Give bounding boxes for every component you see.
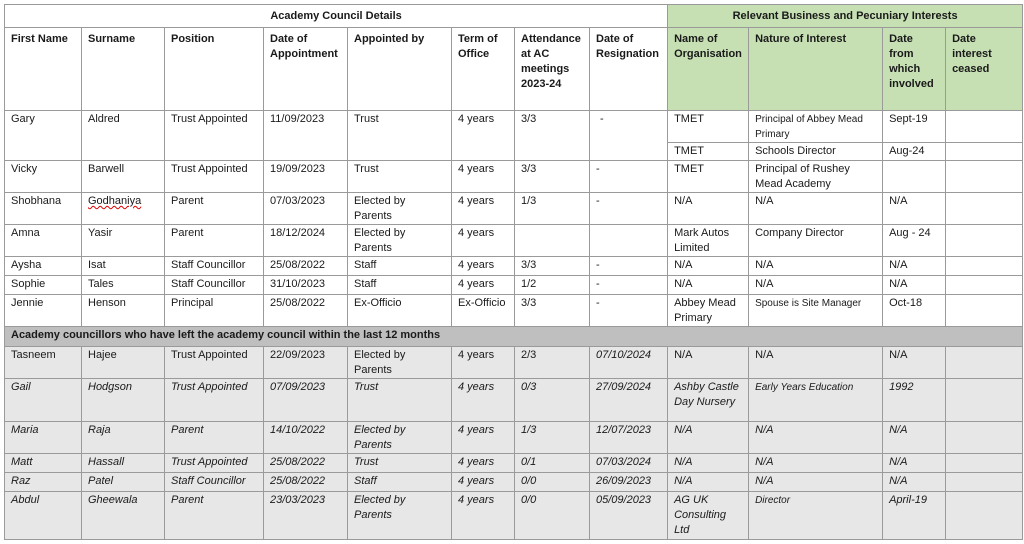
cell-date-from xyxy=(883,161,946,193)
cell-date-appointment: 22/09/2023 xyxy=(264,347,348,379)
cell-nature: N/A xyxy=(749,257,883,276)
cell-date-appointment: 14/10/2022 xyxy=(264,422,348,454)
cell-date-from: N/A xyxy=(883,473,946,492)
cell-surname: Barwell xyxy=(82,161,165,193)
cell-date-from: N/A xyxy=(883,276,946,295)
cell-date-from: Sept-19 xyxy=(883,111,946,143)
cell-term: 4 years xyxy=(452,492,515,540)
cell-term: Ex-Officio xyxy=(452,295,515,327)
cell-first-name: Gail xyxy=(5,379,82,422)
cell-term: 4 years xyxy=(452,161,515,193)
table-row xyxy=(5,422,1023,454)
cell-attendance xyxy=(515,225,590,257)
cell-first-name: Shobhana xyxy=(5,193,82,225)
cell-organisation: AG UK Consulting Ltd xyxy=(668,492,749,540)
cell-organisation: N/A xyxy=(668,473,749,492)
group-header-interests: Relevant Business and Pecuniary Interests xyxy=(668,5,1023,28)
cell-term: 4 years xyxy=(452,347,515,379)
cell-surname: Hassall xyxy=(82,454,165,473)
cell-first-name: Vicky xyxy=(5,161,82,193)
col-header-first-name: First Name xyxy=(5,28,82,111)
table-row xyxy=(5,161,1023,193)
cell-nature: Company Director xyxy=(749,225,883,257)
cell-term: 4 years xyxy=(452,225,515,257)
table-row xyxy=(5,111,1023,143)
cell-resignation: 26/09/2023 xyxy=(590,473,668,492)
cell-date-ceased xyxy=(946,143,1023,161)
table-row xyxy=(5,225,1023,257)
cell-date-from: N/A xyxy=(883,422,946,454)
cell-date-ceased xyxy=(946,276,1023,295)
cell-position: Staff Councillor xyxy=(165,276,264,295)
cell-nature: Early Years Education xyxy=(749,379,883,422)
cell-term: 4 years xyxy=(452,473,515,492)
cell-position: Parent xyxy=(165,492,264,540)
cell-organisation: N/A xyxy=(668,193,749,225)
cell-resignation: - xyxy=(590,111,668,161)
cell-first-name: Raz xyxy=(5,473,82,492)
council-table xyxy=(4,4,1023,540)
cell-resignation: 07/10/2024 xyxy=(590,347,668,379)
cell-first-name: Abdul xyxy=(5,492,82,540)
cell-attendance: 3/3 xyxy=(515,257,590,276)
cell-organisation: Abbey Mead Primary xyxy=(668,295,749,327)
table-row xyxy=(5,193,1023,225)
cell-date-from: N/A xyxy=(883,193,946,225)
cell-surname: Raja xyxy=(82,422,165,454)
col-header-appointed-by: Appointed by xyxy=(348,28,452,111)
col-header-term: Term of Office xyxy=(452,28,515,111)
cell-nature: Director xyxy=(749,492,883,540)
cell-position: Parent xyxy=(165,193,264,225)
cell-organisation: N/A xyxy=(668,454,749,473)
cell-appointed-by: Trust xyxy=(348,379,452,422)
cell-date-appointment: 25/08/2022 xyxy=(264,295,348,327)
cell-date-appointment: 07/09/2023 xyxy=(264,379,348,422)
cell-date-from: N/A xyxy=(883,347,946,379)
cell-date-ceased xyxy=(946,422,1023,454)
cell-date-ceased xyxy=(946,379,1023,422)
cell-appointed-by: Elected by Parents xyxy=(348,422,452,454)
cell-nature: N/A xyxy=(749,347,883,379)
cell-nature: Spouse is Site Manager xyxy=(749,295,883,327)
cell-first-name: Sophie xyxy=(5,276,82,295)
cell-surname: Yasir xyxy=(82,225,165,257)
cell-date-ceased xyxy=(946,257,1023,276)
cell-date-ceased xyxy=(946,454,1023,473)
cell-term: 4 years xyxy=(452,454,515,473)
col-header-date-appointment: Date of Appointment xyxy=(264,28,348,111)
cell-appointed-by: Trust xyxy=(348,111,452,161)
misspelled-word: Godhaniya xyxy=(88,195,142,207)
cell-resignation: 12/07/2023 xyxy=(590,422,668,454)
cell-appointed-by: Staff xyxy=(348,276,452,295)
table-row xyxy=(5,276,1023,295)
cell-date-ceased xyxy=(946,111,1023,143)
cell-nature: Principal of Abbey Mead Primary xyxy=(749,111,883,143)
cell-date-appointment: 25/08/2022 xyxy=(264,454,348,473)
cell-organisation: N/A xyxy=(668,422,749,454)
col-header-position: Position xyxy=(165,28,264,111)
cell-attendance: 2/3 xyxy=(515,347,590,379)
cell-date-ceased xyxy=(946,225,1023,257)
table-row xyxy=(5,257,1023,276)
cell-date-ceased xyxy=(946,193,1023,225)
cell-term: 4 years xyxy=(452,257,515,276)
cell-nature: Principal of Rushey Mead Academy xyxy=(749,161,883,193)
cell-term: 4 years xyxy=(452,422,515,454)
cell-nature: N/A xyxy=(749,454,883,473)
cell-organisation: TMET xyxy=(668,111,749,143)
cell-date-ceased xyxy=(946,492,1023,540)
cell-first-name: Gary xyxy=(5,111,82,161)
cell-resignation: - xyxy=(590,257,668,276)
cell-date-appointment: 19/09/2023 xyxy=(264,161,348,193)
table-row xyxy=(5,295,1023,327)
group-header-council-details: Academy Council Details xyxy=(5,5,668,28)
cell-first-name: Tasneem xyxy=(5,347,82,379)
cell-position: Staff Councillor xyxy=(165,257,264,276)
cell-date-ceased xyxy=(946,347,1023,379)
cell-appointed-by: Elected by Parents xyxy=(348,193,452,225)
cell-position: Principal xyxy=(165,295,264,327)
table-row xyxy=(5,379,1023,422)
cell-date-from: N/A xyxy=(883,257,946,276)
cell-first-name: Matt xyxy=(5,454,82,473)
section-heading-former-councillors: Academy councillors who have left the academy council within the last 12 months xyxy=(5,327,1023,347)
cell-nature: N/A xyxy=(749,193,883,225)
cell-date-ceased xyxy=(946,473,1023,492)
cell-position: Trust Appointed xyxy=(165,161,264,193)
cell-term: 4 years xyxy=(452,276,515,295)
cell-position: Trust Appointed xyxy=(165,454,264,473)
cell-date-appointment: 23/03/2023 xyxy=(264,492,348,540)
cell-organisation: Ashby Castle Day Nursery xyxy=(668,379,749,422)
cell-term: 4 years xyxy=(452,111,515,161)
cell-attendance: 0/0 xyxy=(515,492,590,540)
cell-date-from: Oct-18 xyxy=(883,295,946,327)
cell-surname xyxy=(82,193,165,225)
cell-surname: Henson xyxy=(82,295,165,327)
cell-organisation: TMET xyxy=(668,143,749,161)
cell-position: Trust Appointed xyxy=(165,111,264,161)
section-row xyxy=(5,327,1023,347)
cell-attendance: 0/1 xyxy=(515,454,590,473)
cell-organisation: Mark Autos Limited xyxy=(668,225,749,257)
col-header-attendance: Attendance at AC meetings 2023-24 xyxy=(515,28,590,111)
cell-date-ceased xyxy=(946,161,1023,193)
cell-date-from: April-19 xyxy=(883,492,946,540)
col-header-date-ceased: Date interest ceased xyxy=(946,28,1023,111)
cell-resignation: - xyxy=(590,193,668,225)
cell-first-name: Maria xyxy=(5,422,82,454)
cell-nature: Schools Director xyxy=(749,143,883,161)
cell-surname: Aldred xyxy=(82,111,165,161)
cell-date-from: 1992 xyxy=(883,379,946,422)
col-header-date-from: Date from which involved xyxy=(883,28,946,111)
cell-appointed-by: Ex-Officio xyxy=(348,295,452,327)
cell-term: 4 years xyxy=(452,193,515,225)
cell-organisation: N/A xyxy=(668,257,749,276)
cell-first-name: Amna xyxy=(5,225,82,257)
cell-surname: Tales xyxy=(82,276,165,295)
cell-organisation: N/A xyxy=(668,276,749,295)
cell-position: Parent xyxy=(165,422,264,454)
cell-date-appointment: 25/08/2022 xyxy=(264,257,348,276)
cell-resignation: - xyxy=(590,276,668,295)
cell-position: Trust Appointed xyxy=(165,379,264,422)
cell-attendance: 0/3 xyxy=(515,379,590,422)
cell-surname: Patel xyxy=(82,473,165,492)
col-header-resignation: Date of Resignation xyxy=(590,28,668,111)
cell-appointed-by: Elected by Parents xyxy=(348,225,452,257)
cell-date-ceased xyxy=(946,295,1023,327)
cell-attendance: 3/3 xyxy=(515,111,590,161)
cell-first-name: Jennie xyxy=(5,295,82,327)
cell-resignation xyxy=(590,225,668,257)
cell-date-appointment: 18/12/2024 xyxy=(264,225,348,257)
cell-resignation: 07/03/2024 xyxy=(590,454,668,473)
table-row xyxy=(5,473,1023,492)
cell-date-appointment: 25/08/2022 xyxy=(264,473,348,492)
cell-date-from: Aug-24 xyxy=(883,143,946,161)
cell-nature: N/A xyxy=(749,422,883,454)
cell-attendance: 1/3 xyxy=(515,422,590,454)
cell-resignation: 27/09/2024 xyxy=(590,379,668,422)
cell-organisation: N/A xyxy=(668,347,749,379)
cell-surname: Isat xyxy=(82,257,165,276)
cell-date-from: Aug - 24 xyxy=(883,225,946,257)
cell-nature: N/A xyxy=(749,473,883,492)
cell-attendance: 1/3 xyxy=(515,193,590,225)
cell-date-appointment: 31/10/2023 xyxy=(264,276,348,295)
cell-attendance: 1/2 xyxy=(515,276,590,295)
table-row xyxy=(5,347,1023,379)
cell-date-appointment: 11/09/2023 xyxy=(264,111,348,161)
cell-position: Parent xyxy=(165,225,264,257)
cell-resignation: - xyxy=(590,161,668,193)
cell-position: Trust Appointed xyxy=(165,347,264,379)
col-header-surname: Surname xyxy=(82,28,165,111)
cell-appointed-by: Trust xyxy=(348,161,452,193)
cell-attendance: 0/0 xyxy=(515,473,590,492)
table-row xyxy=(5,492,1023,540)
cell-attendance: 3/3 xyxy=(515,295,590,327)
cell-surname: Hodgson xyxy=(82,379,165,422)
cell-position: Staff Councillor xyxy=(165,473,264,492)
cell-date-from: N/A xyxy=(883,454,946,473)
cell-appointed-by: Elected by Parents xyxy=(348,347,452,379)
cell-resignation: - xyxy=(590,295,668,327)
cell-appointed-by: Trust xyxy=(348,454,452,473)
cell-resignation: 05/09/2023 xyxy=(590,492,668,540)
cell-appointed-by: Staff xyxy=(348,257,452,276)
cell-date-appointment: 07/03/2023 xyxy=(264,193,348,225)
cell-nature: N/A xyxy=(749,276,883,295)
cell-term: 4 years xyxy=(452,379,515,422)
cell-first-name: Aysha xyxy=(5,257,82,276)
cell-surname: Gheewala xyxy=(82,492,165,540)
col-header-organisation: Name of Organisation xyxy=(668,28,749,111)
cell-appointed-by: Elected by Parents xyxy=(348,492,452,540)
cell-appointed-by: Staff xyxy=(348,473,452,492)
cell-organisation: TMET xyxy=(668,161,749,193)
cell-surname: Hajee xyxy=(82,347,165,379)
col-header-nature: Nature of Interest xyxy=(749,28,883,111)
cell-attendance: 3/3 xyxy=(515,161,590,193)
table-row xyxy=(5,454,1023,473)
